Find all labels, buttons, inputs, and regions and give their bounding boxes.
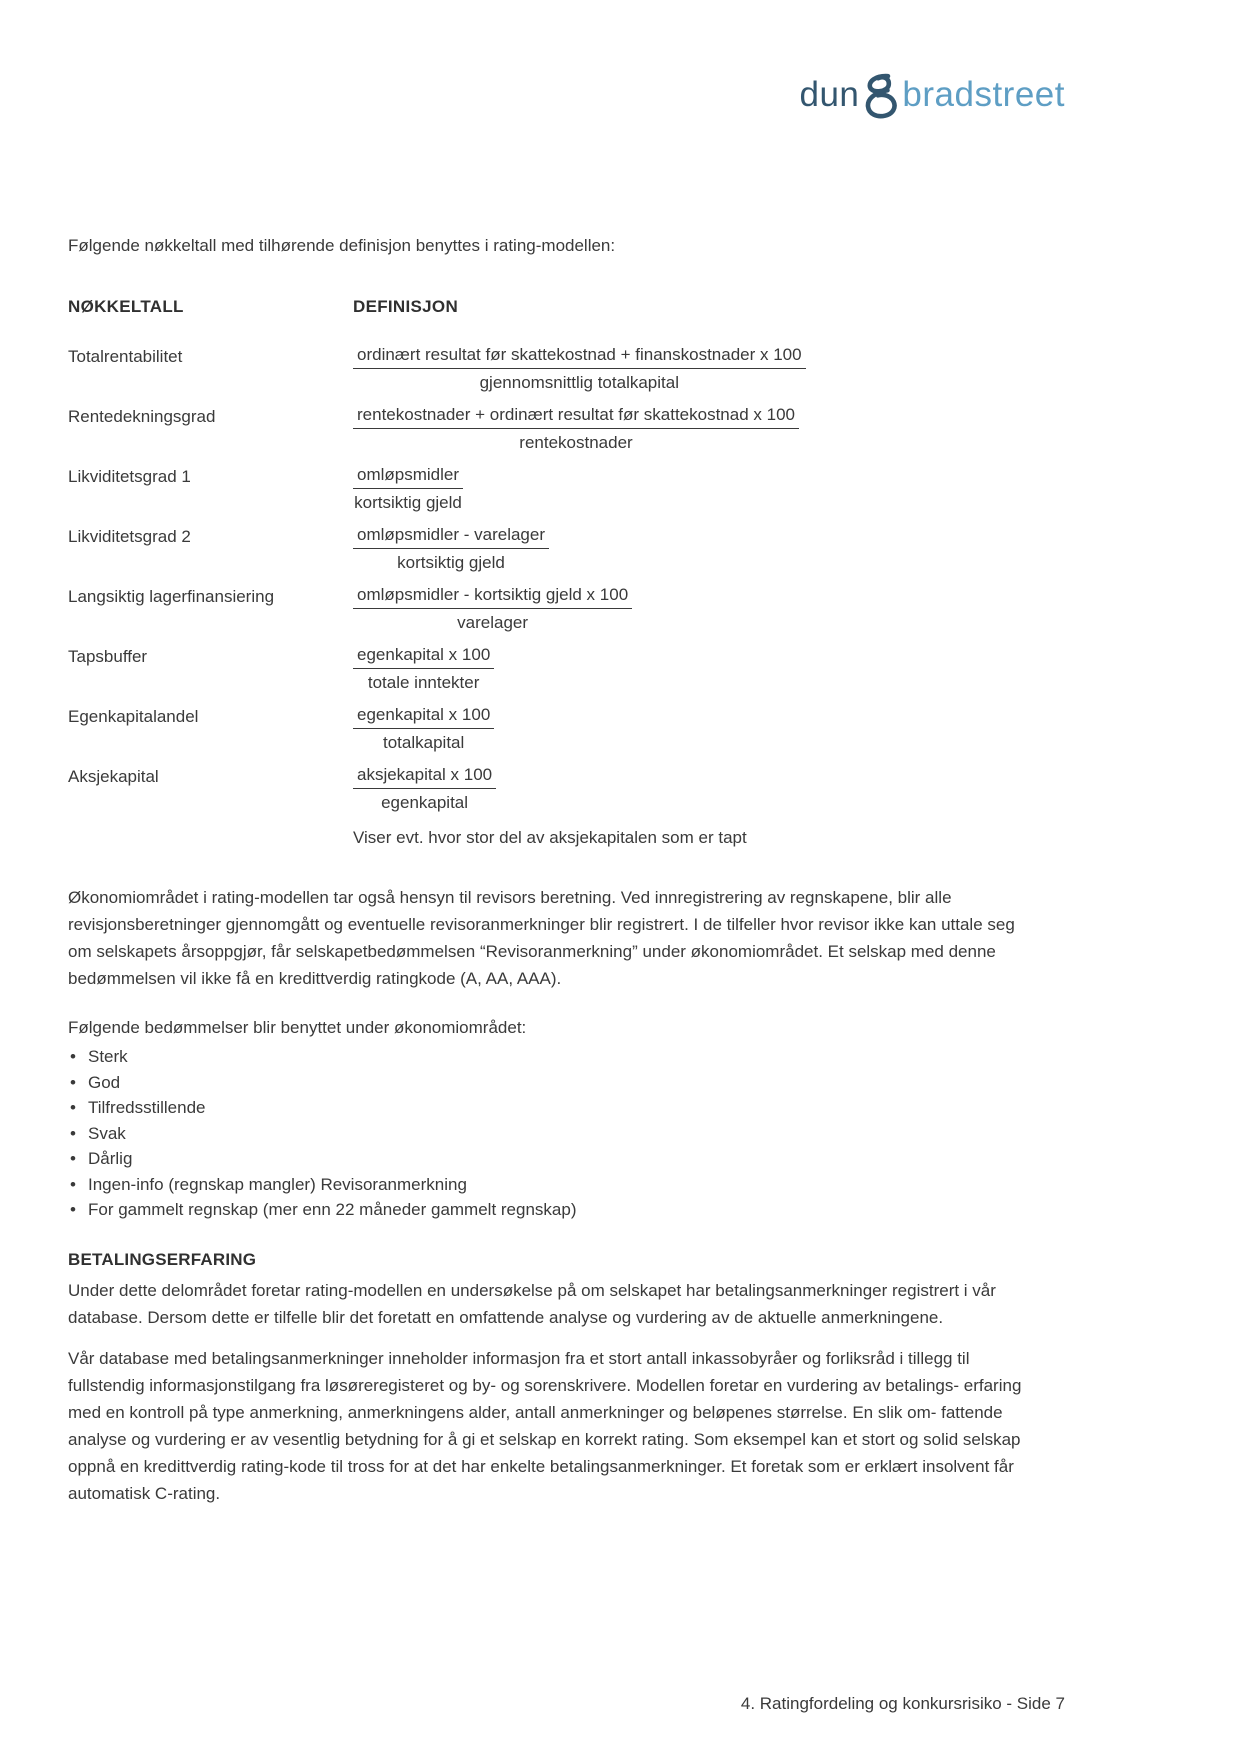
betalingserfaring-heading: BETALINGSERFARING (68, 1249, 257, 1269)
formula-numerator: omløpsmidler - varelager (353, 524, 549, 549)
formula-numerator: omløpsmidler (353, 464, 463, 489)
formula-denominator: kortsiktig gjeld (397, 553, 505, 572)
ratio-formula (353, 524, 549, 573)
ratio-table-row (68, 704, 1033, 753)
ratio-table (68, 344, 1033, 813)
logo-text-dun: dun (799, 74, 860, 114)
assessment-item: • For gammelt regnskap (mer enn 22 måneder gammelt regnskap) (68, 1197, 1033, 1223)
ratio-label: Tapsbuffer (68, 647, 148, 666)
ratio-formula (353, 404, 799, 453)
aksjekapital-note: Viser evt. hvor stor del av aksjekapitalen som er tapt (353, 828, 747, 847)
formula-numerator: ordinært resultat før skattekostnad + finanskostnader x 100 (353, 344, 806, 369)
assessment-item: • Ingen-info (regnskap mangler) Revisoranmerkning (68, 1172, 1033, 1198)
ratio-table-row (68, 764, 1033, 813)
formula-denominator: kortsiktig gjeld (354, 493, 462, 512)
payment-paragraph-1: Under dette delområdet foretar rating-modellen en undersøkelse på om selskapet har betalingsanmerkninger registrert i vår database. Dersom dette er tilfelle blir det foretatt en omfattende analyse og vurdering av de aktuelle anmerkningene. (68, 1280, 996, 1327)
formula-denominator: varelager (457, 613, 529, 632)
economy-paragraph: Økonomiområdet i rating-modellen tar også hensyn til revisors beretning. Ved innregistrering av regnskapene, blir alle revisjonsberetninger gjennomgått og eventuelle revisoranmerkninger blir registrert. I de tilfeller hvor revisor ikke kan uttale seg om selskapets årsoppgjør, får selskapetbedømmelsen “Revisoranmerkning” under økonomiområdet. Et selskap med denne bedømmelsen vil ikke få en kredittverdig ratingkode (A, AA, AAA). (68, 888, 1015, 988)
ratio-table-header (68, 293, 1033, 320)
formula-denominator: gjennomsnittlig totalkapital (479, 373, 679, 392)
formula-numerator: egenkapital x 100 (353, 644, 494, 669)
ratio-label: Likviditetsgrad 2 (68, 527, 191, 546)
ampersand-icon (859, 72, 902, 116)
ratio-formula (353, 584, 632, 633)
formula-numerator: egenkapital x 100 (353, 704, 494, 729)
assessment-list (68, 1044, 1033, 1223)
column-header-definisjon: DEFINISJON (353, 297, 459, 316)
ratio-formula (353, 644, 494, 693)
ratio-table-row (68, 524, 1033, 573)
assessment-item: • Svak (68, 1121, 1033, 1147)
logo-text-bradstreet: bradstreet (902, 74, 1065, 114)
footer-page-label: 4. Ratingfordeling og konkursrisiko - Side 7 (740, 1694, 1065, 1713)
payment-paragraph-2: Vår database med betalingsanmerkninger inneholder informasjon fra et stort antall inkassobyråer og forliksråd i tillegg til fullstendig informasjonstilgang fra løsøreregisteret og by- og sorenskrivere. Modellen foretar en vurdering av betalings- erfaring med en kontroll på type anmerkning, anmerkningens alder, antall anmerkninger og beløpenes størrelse. En slik om- fattende analyse og vurdering er av vesentlig betydning for å gi et selskap en korrekt rating. Som eksempel kan et stort og solid selskap oppnå en kredittverdig rating-kode til tross for at det har enkelte betalingsanmerkninger. Et foretak som er erklært insolvent får automatisk C-rating. (68, 1348, 1022, 1503)
ratio-formula (353, 764, 496, 813)
ratio-label: Totalrentabilitet (68, 347, 183, 366)
assessment-item: • God (68, 1070, 1033, 1096)
ratio-label: Aksjekapital (68, 767, 159, 786)
formula-numerator: omløpsmidler - kortsiktig gjeld x 100 (353, 584, 632, 609)
ratio-table-row (68, 584, 1033, 633)
ratio-label: Egenkapitalandel (68, 707, 199, 726)
ratio-table-row (68, 344, 1033, 393)
formula-denominator: egenkapital (381, 793, 469, 812)
ratio-label: Likviditetsgrad 1 (68, 467, 191, 486)
assessment-item: • Dårlig (68, 1146, 1033, 1172)
formula-denominator: totale inntekter (367, 673, 480, 692)
assessments-intro: Følgende bedømmelser blir benyttet under økonomiområdet: (68, 1018, 527, 1037)
formula-denominator: rentekostnader (519, 433, 633, 452)
formula-numerator: aksjekapital x 100 (353, 764, 496, 789)
document-body (68, 232, 1033, 1507)
intro-text: Følgende nøkkeltall med tilhørende definisjon benyttes i rating-modellen: (68, 236, 616, 255)
ratio-label: Rentedekningsgrad (68, 407, 216, 426)
ratio-table-row (68, 404, 1033, 453)
ratio-formula (353, 704, 494, 753)
formula-denominator: totalkapital (383, 733, 465, 752)
assessment-item: • Sterk (68, 1044, 1033, 1070)
ratio-formula (353, 344, 806, 393)
ratio-label: Langsiktig lagerfinansiering (68, 587, 275, 606)
column-header-nokkeltall: NØKKELTALL (68, 297, 184, 316)
ratio-table-row (68, 644, 1033, 693)
ratio-formula (353, 464, 463, 513)
dnb-logo (800, 72, 1066, 116)
formula-numerator: rentekostnader + ordinært resultat før skattekostnad x 100 (353, 404, 799, 429)
ratio-table-row (68, 464, 1033, 513)
assessment-item: • Tilfredsstillende (68, 1095, 1033, 1121)
